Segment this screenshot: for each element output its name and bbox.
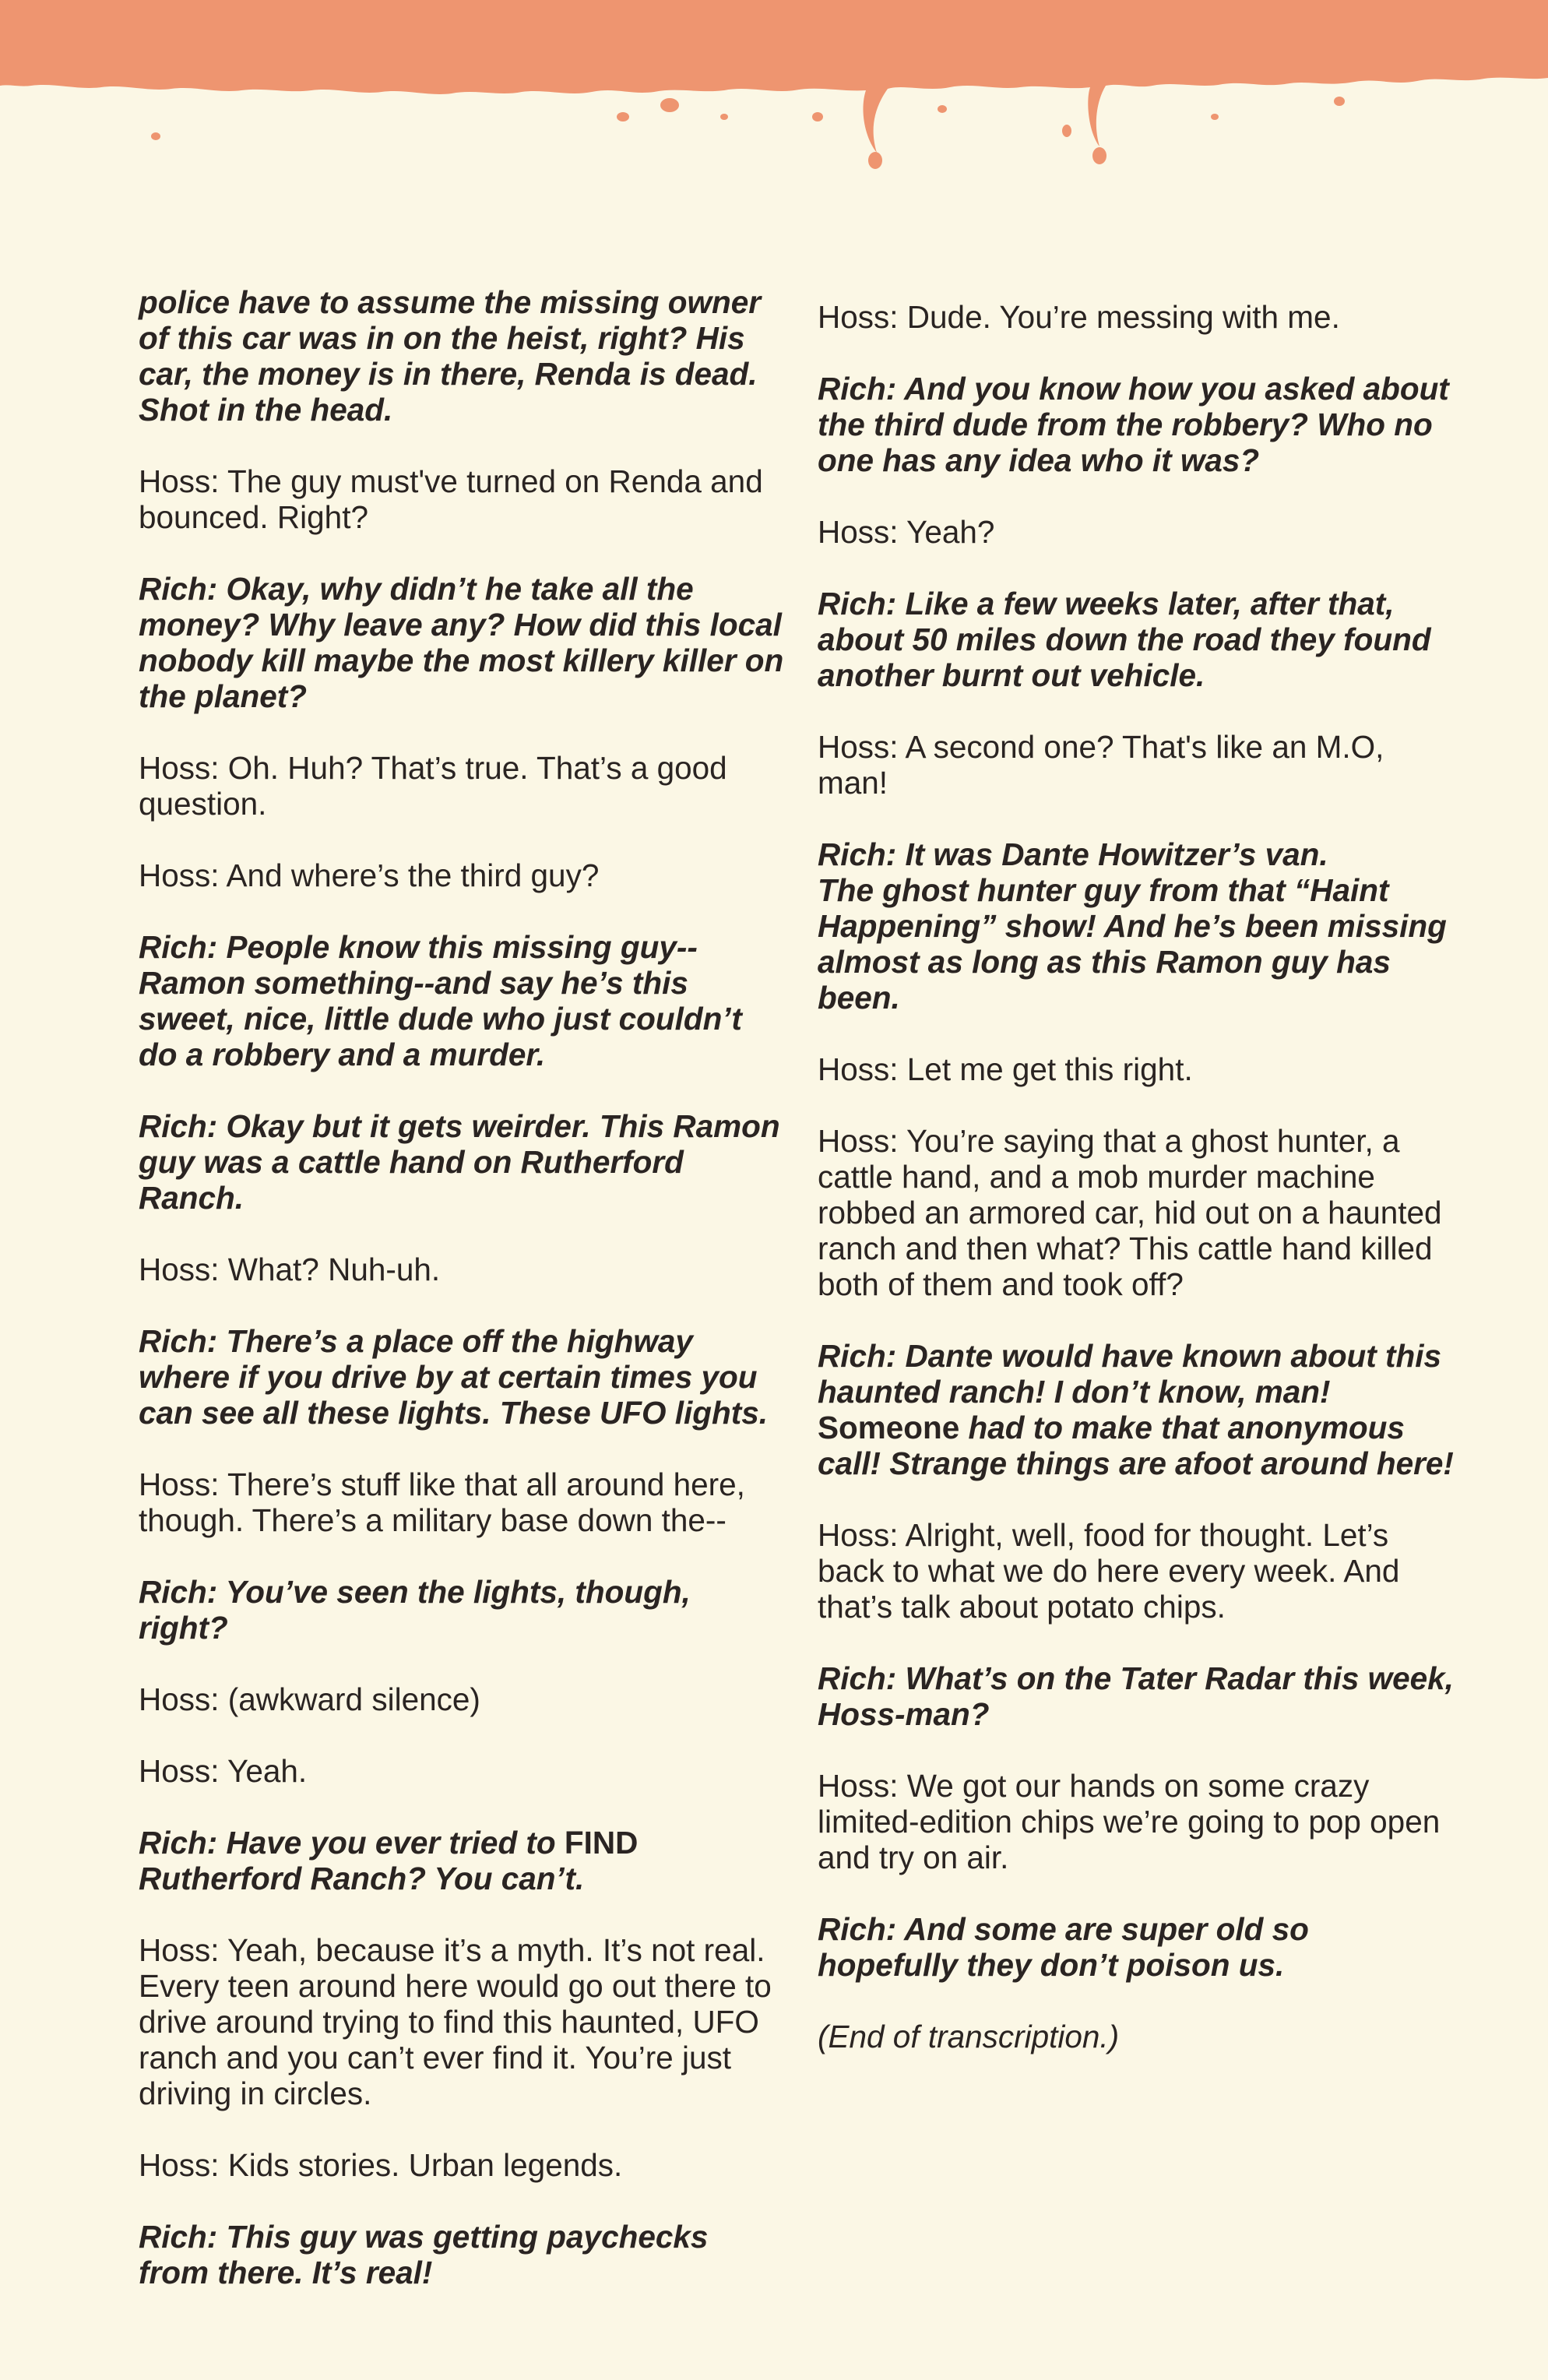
- transcript-line: Hoss: There’s stuff like that all around here, though. There’s a military base down the--: [139, 1466, 745, 1538]
- transcript-line: Hoss: The guy must've turned on Renda and bounced. Right?: [139, 463, 763, 535]
- transcript-line: Rich: Okay, why didn’t he take all the money? Why leave any? How did this local nobody kill maybe the most killery killer on the planet?: [139, 571, 784, 714]
- transcript-line: Hoss: Dude. You’re messing with me.: [818, 299, 1340, 335]
- transcript-line: Hoss: Let me get this right.: [818, 1051, 1193, 1087]
- end-of-transcription: (End of transcription.): [818, 2019, 1120, 2054]
- transcript-line: Hoss: Alright, well, food for thought. Let’s back to what we do here every week. And that’s talk about potato chips.: [818, 1517, 1400, 1625]
- transcript-line: Hoss: We got our hands on some crazy limited-edition chips we’re going to pop open and try on air.: [818, 1768, 1441, 1875]
- transcript-line: Hoss: Yeah?: [818, 514, 995, 550]
- transcript-line: Rich: This guy was getting paychecks from there. It’s real!: [139, 2219, 709, 2290]
- transcript-line: Hoss: Kids stories. Urban legends.: [139, 2147, 623, 2183]
- transcript-line: Rich: And you know how you asked about the third dude from the robbery? Who no one has any idea who it was?: [818, 371, 1449, 478]
- left-column: [139, 284, 785, 2326]
- transcript-line: Hoss: You’re saying that a ghost hunter, a cattle hand, and a mob murder machine robbed an armored car, hid out on a haunted ranch and then what? This cattle hand killed both of them and took off?: [818, 1123, 1442, 1302]
- transcript-line: [139, 1825, 785, 1896]
- transcript-text: Rich: Have you ever tried to: [139, 1825, 565, 1861]
- transcript-line: Rich: Like a few weeks later, after that, about 50 miles down the road they found another burnt out vehicle.: [818, 586, 1431, 693]
- emphasis-word: Someone: [818, 1410, 960, 1445]
- transcript-line: Rich: There’s a place off the highway where if you drive by at certain times you can see all these lights. These UFO lights.: [139, 1323, 768, 1431]
- transcript-line: Hoss: Oh. Huh? That’s true. That’s a good question.: [139, 750, 727, 822]
- paint-splatter-header: [0, 0, 1548, 179]
- transcript-line: Hoss: What? Nuh-uh.: [139, 1252, 441, 1287]
- transcript-line: Hoss: And where’s the third guy?: [139, 857, 600, 893]
- transcript-line: Hoss: Yeah, because it’s a myth. It’s not real. Every teen around here would go out there to drive around trying to find this haunted, UFO ranch and you can’t ever find it. You’re just driving in circles.: [139, 1932, 772, 2111]
- transcript-line: Rich: What’s on the Tater Radar this week, Hoss-man?: [818, 1660, 1454, 1732]
- transcript-text: Rich: It was Dante Howitzer’s van.: [818, 836, 1328, 872]
- transcript-line: Rich: People know this missing guy--Ramon something--and say he’s this sweet, nice, little dude who just couldn’t do a robbery and a murder.: [139, 929, 742, 1072]
- transcript-line: Hoss: Yeah.: [139, 1753, 308, 1789]
- transcript-line: Hoss: (awkward silence): [139, 1681, 480, 1717]
- transcript-text: The ghost hunter guy from that “Haint Happening” show! And he’s been missing almost as long as this Ramon guy has been.: [818, 872, 1447, 1016]
- transcript-line: police have to assume the missing owner of this car was in on the heist, right? His car, the money is in there, Renda is dead. Shot in the head.: [139, 284, 761, 428]
- transcript-line: [818, 1338, 1456, 1481]
- transcript-line: Rich: And some are super old so hopefully they don’t poison us.: [818, 1911, 1309, 1983]
- transcript-text: Rutherford Ranch? You can’t.: [139, 1861, 585, 1896]
- transcript-text: Rich: Dante would have known about this haunted ranch! I don’t know, man!: [818, 1338, 1442, 1410]
- transcript-line: [818, 836, 1456, 1016]
- transcript-line: Hoss: A second one? That's like an M.O, man!: [818, 729, 1384, 801]
- transcript-text: had to make that anonymous call! Strange things are afoot around here!: [818, 1410, 1454, 1481]
- transcript-line: Rich: Okay but it gets weirder. This Ramon guy was a cattle hand on Rutherford Ranch.: [139, 1108, 780, 1216]
- transcript-line: Rich: You’ve seen the lights, though, right?: [139, 1574, 691, 1646]
- emphasis-word: FIND: [564, 1825, 639, 1861]
- right-column: [818, 299, 1456, 2090]
